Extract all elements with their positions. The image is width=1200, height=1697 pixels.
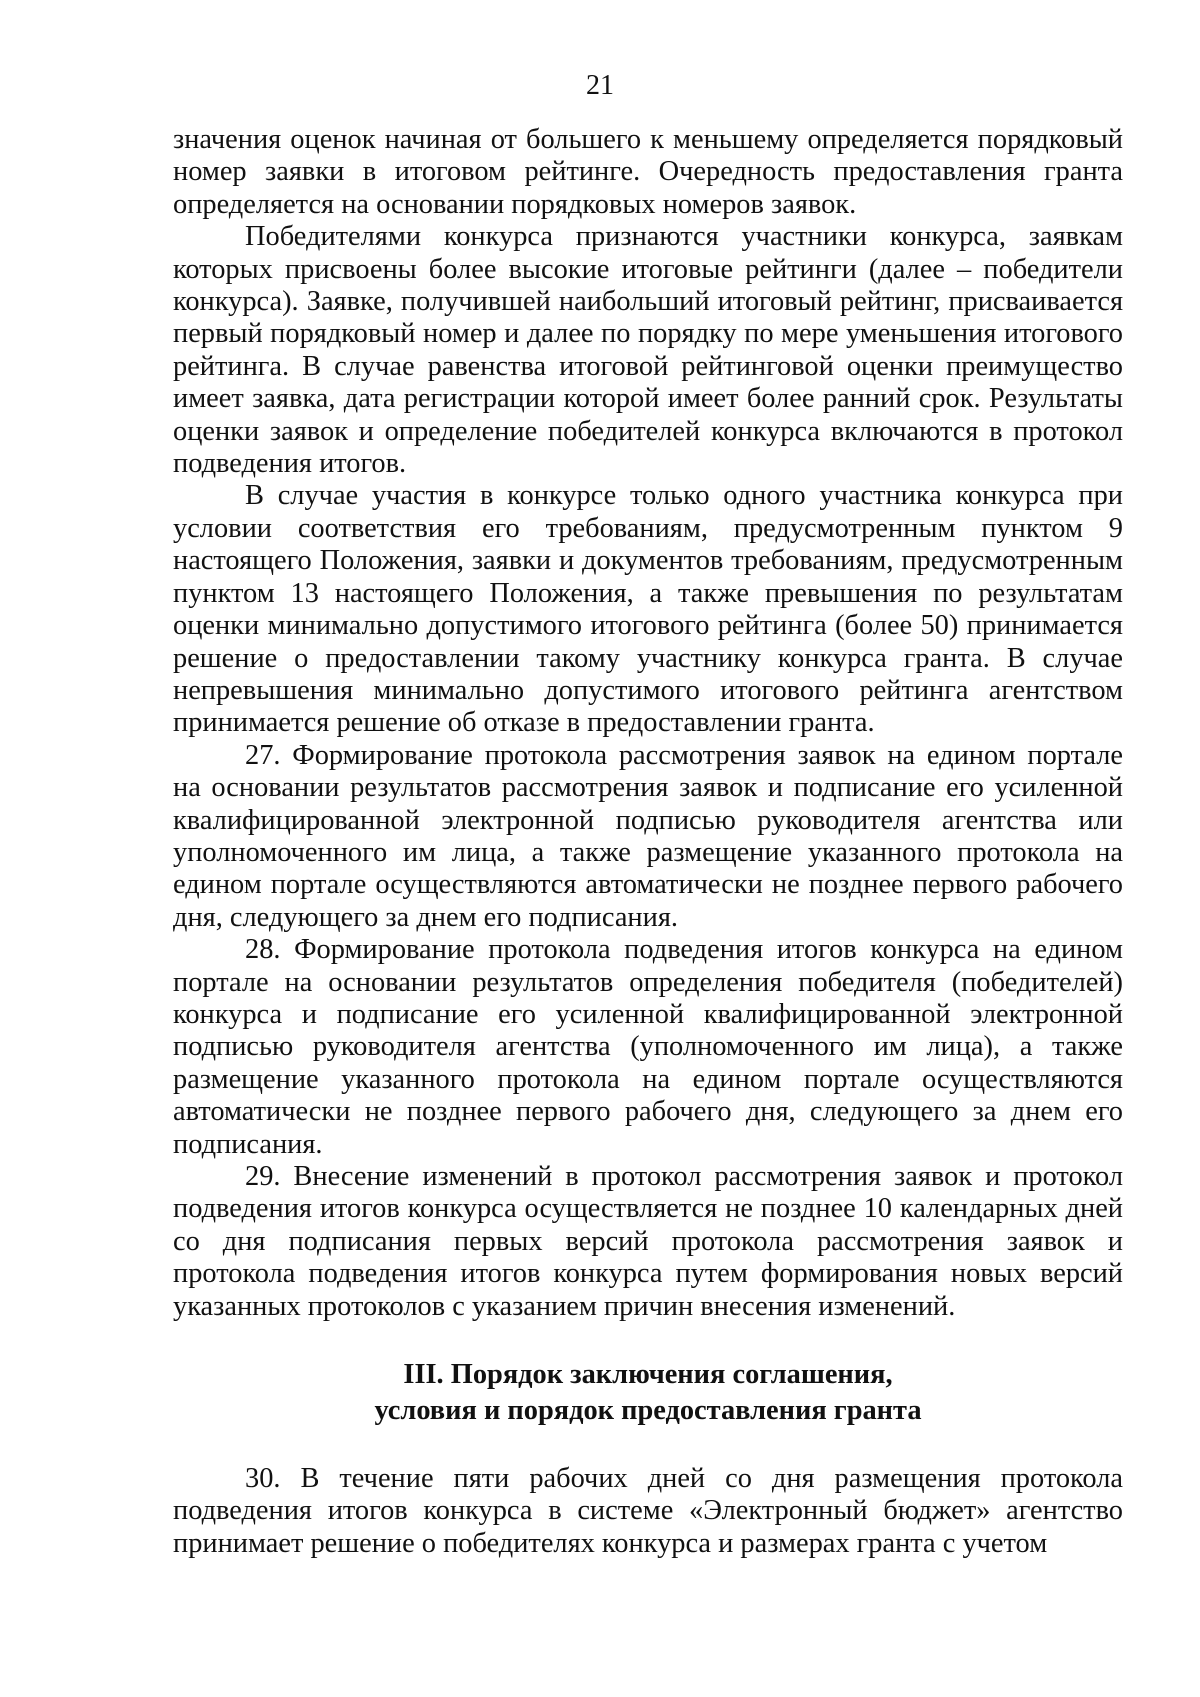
paragraph-item-29: 29. Внесение изменений в протокол рассмотрения заявок и протокол подведения итогов конкурса осуществляется не позднее 10 календарных дней со дня подписания первых версий протокола рассмотрения заявок и протокола подведения итогов конкурса путем формирования новых версий указанных протоколов с указанием причин внесения изменений.: [173, 1161, 1123, 1322]
document-body: [173, 124, 1123, 1560]
section-heading-line-1: III. Порядок заключения соглашения,: [403, 1359, 893, 1391]
paragraph-item-28: 28. Формирование протокола подведения итогов конкурса на едином портале на основании результатов определения победителя (победителей) конкурса и подписание его усиленной квалифицированной электронной подписью руководителя агентства (уполномоченного им лица), а также размещение указанного протокола на едином портале осуществляются автоматически не позднее первого рабочего дня, следующего за днем его подписания.: [173, 934, 1123, 1160]
paragraph-winners: Победителями конкурса признаются участники конкурса, заявкам которых присвоены более высокие итоговые рейтинги (далее – победители конкурса). Заявке, получившей наибольший итоговый рейтинг, присваивается первый порядковый номер и далее по порядку по мере уменьшения итогового рейтинга. В случае равенства итоговой рейтинговой оценки преимущество имеет заявка, дата регистрации которой имеет более ранний срок. Результаты оценки заявок и определение победителей конкурса включаются в протокол подведения итогов.: [173, 221, 1123, 480]
section-heading-line-2: условия и порядок предоставления гранта: [374, 1395, 922, 1427]
paragraph-item-27: 27. Формирование протокола рассмотрения заявок на едином портале на основании результатов рассмотрения заявок и подписание его усиленной квалифицированной электронной подписью руководителя агентства или уполномоченного им лица, а также размещение указанного протокола на едином портале осуществляются автоматически не позднее первого рабочего дня, следующего за днем его подписания.: [173, 739, 1123, 933]
section-heading: [173, 1357, 1123, 1429]
paragraph-continuation: значения оценок начиная от большего к меньшему определяется порядковый номер заявки в итоговом рейтинге. Очередность предоставления гранта определяется на основании порядковых номеров заявок.: [173, 124, 1123, 220]
paragraph-item-30: 30. В течение пяти рабочих дней со дня размещения протокола подведения итогов конкурса в системе «Электронный бюджет» агентство принимает решение о победителях конкурса и размерах гранта с учетом: [173, 1463, 1123, 1559]
paragraph-single-participant: В случае участия в конкурсе только одного участника конкурса при условии соответствия его требованиям, предусмотренным пунктом 9 настоящего Положения, заявки и документов требованиям, предусмотренным пунктом 13 настоящего Положения, а также превышения по результатам оценки минимально допустимого итогового рейтинга (более 50) принимается решение о предоставлении такому участнику конкурса гранта. В случае непревышения минимально допустимого итогового рейтинга агентством принимается решение об отказе в предоставлении гранта.: [173, 480, 1123, 739]
page-number: 21: [586, 70, 614, 101]
